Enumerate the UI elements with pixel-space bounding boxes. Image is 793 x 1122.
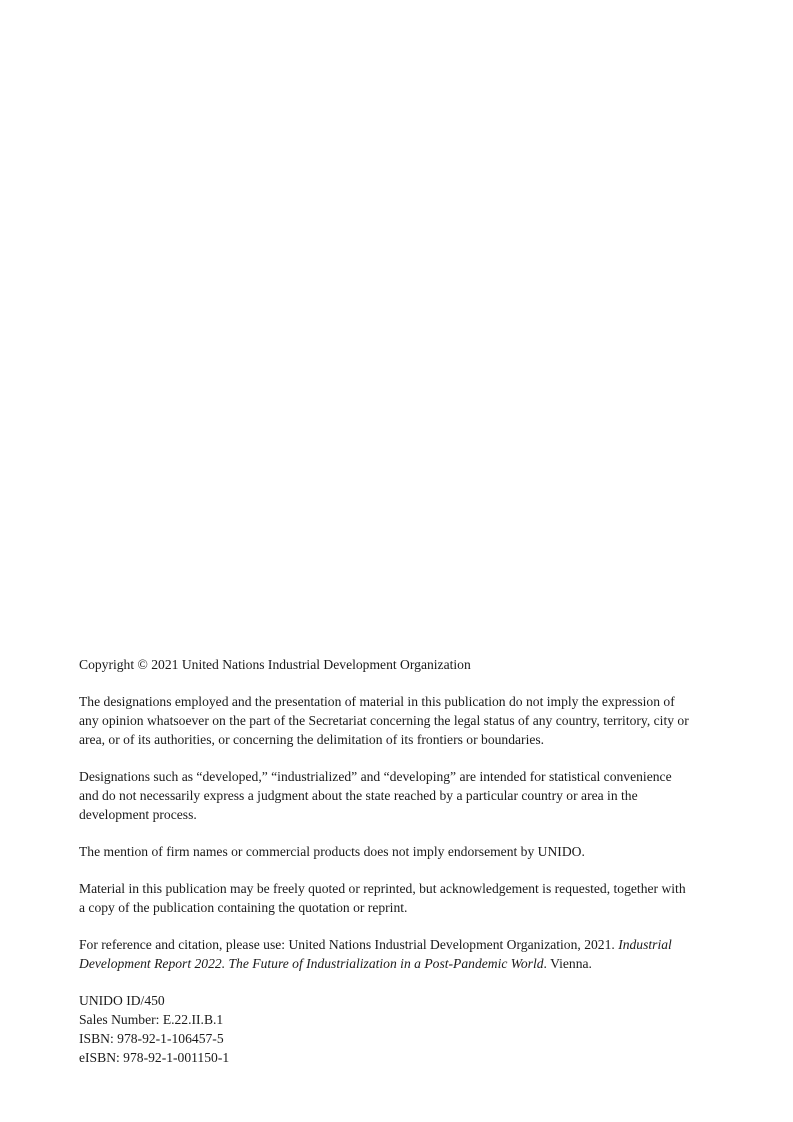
statistical-disclaimer: Designations such as “developed,” “industrialized” and “developing” are intended for statistical convenience and do not necessarily express a judgment about the state reached by a particular country or area in the development process. (79, 769, 672, 822)
designations-disclaimer: The designations employed and the presentation of material in this publication do not imply the expression of any opinion whatsoever on the part of the Secretariat concerning the legal status of any country, territory, city or area, or of its authorities, or concerning the delimitation of its frontiers or boundaries. (79, 694, 689, 747)
citation-suffix: . Vienna. (543, 956, 592, 971)
isbn: ISBN: 978-92-1-106457-5 (79, 1031, 224, 1046)
copyright-block (79, 655, 691, 1067)
sales-number: Sales Number: E.22.II.B.1 (79, 1012, 224, 1027)
unido-id: UNIDO ID/450 (79, 993, 165, 1008)
identifiers-block (79, 991, 691, 1067)
citation (79, 935, 691, 973)
citation-prefix: For reference and citation, please use: United Nations Industrial Development Organization, 2021. (79, 937, 619, 952)
eisbn: eISBN: 978-92-1-001150-1 (79, 1050, 230, 1065)
copyright-line: Copyright © 2021 United Nations Industrial Development Organization (79, 657, 471, 672)
endorsement-disclaimer: The mention of firm names or commercial products does not imply endorsement by UNIDO. (79, 844, 585, 859)
reprint-notice: Material in this publication may be freely quoted or reprinted, but acknowledgement is requested, together with a copy of the publication containing the quotation or reprint. (79, 881, 686, 915)
citation-title: Industrial Development Report 2022. The Future of Industrialization in a Post-Pandemic World (79, 937, 672, 971)
